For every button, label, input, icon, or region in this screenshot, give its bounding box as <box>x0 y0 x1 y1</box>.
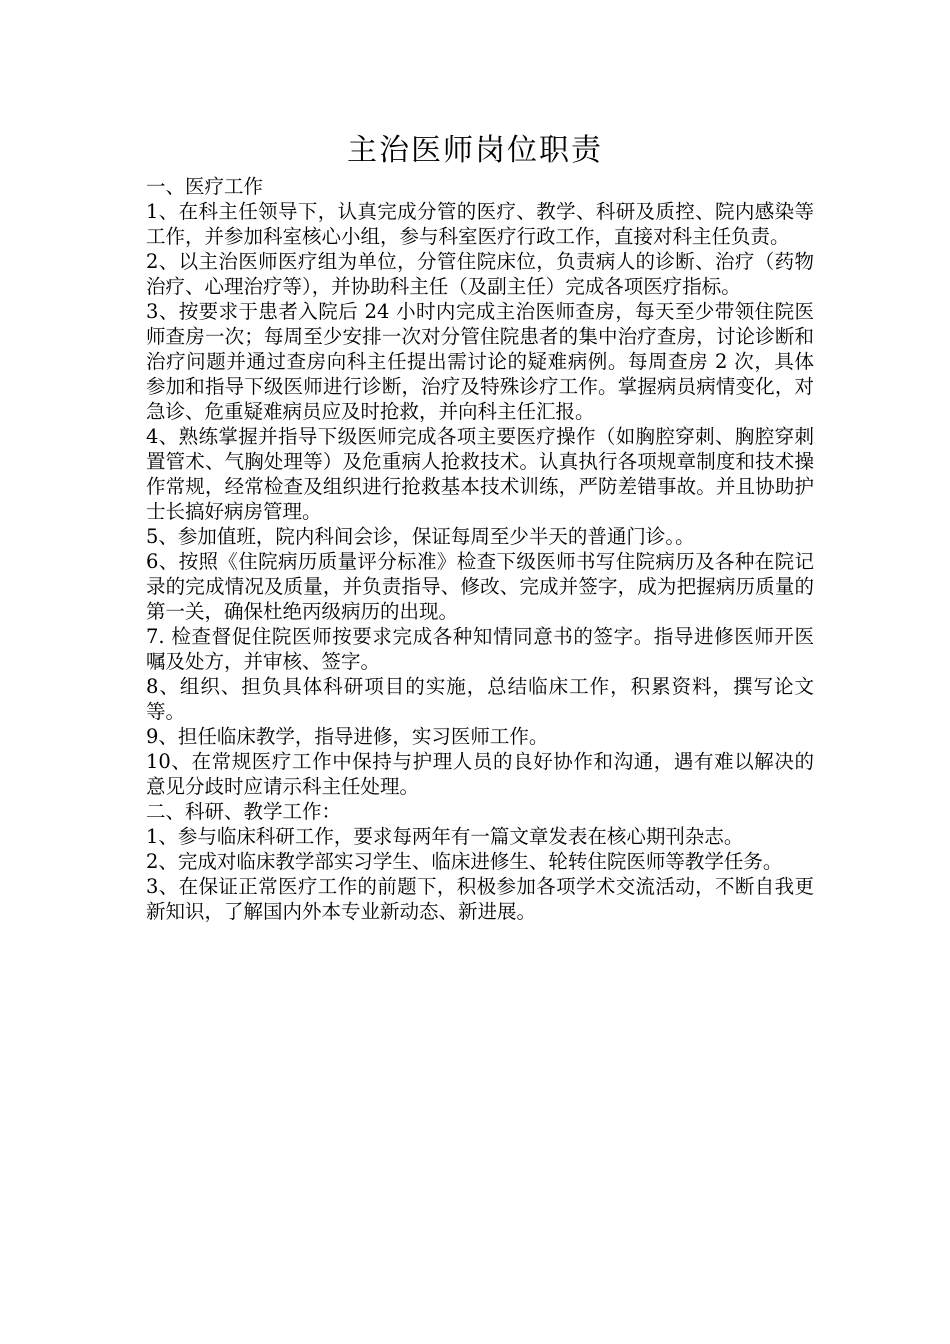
paragraph-item-1: 1、在科主任领导下，认真完成分管的医疗、教学、科研及质控、院内感染等工作，并参加科室核心小组，参与科室医疗行政工作，直接对科主任负责。 <box>146 200 814 248</box>
paragraph-item-4: 4、熟练掌握并指导下级医师完成各项主要医疗操作（如胸腔穿刺、胸腔穿刺置管术、气胸处理等）及危重病人抢救技术。认真执行各项规章制度和技术操作常规，经常检查及组织进行抢救基本技术训练，严防差错事故。并且协助护士长搞好病房管理。 <box>146 425 814 523</box>
paragraph-item-3: 3、按要求于患者入院后 24 小时内完成主治医师查房，每天至少带领住院医师查房一次；每周至少安排一次对分管住院患者的集中治疗查房，讨论诊断和治疗问题并通过查房向科主任提出需讨论的疑难病例。每周查房 2 次，具体参加和指导下级医师进行诊断，治疗及特殊诊疗工作。掌握病员病情变化，对急诊、危重疑难病员应及时抢救，并向科主任汇报。 <box>146 300 814 423</box>
paragraph-item-6: 6、按照《住院病历质量评分标准》检查下级医师书写住院病历及各种在院记录的完成情况及质量，并负责指导、修改、完成并签字，成为把握病历质量的第一关，确保杜绝丙级病历的出现。 <box>146 550 814 623</box>
paragraph-item-9: 9、担任临床教学，指导进修，实习医师工作。 <box>146 725 549 748</box>
paragraph-research-1: 1、参与临床科研工作，要求每两年有一篇文章发表在核心期刊杂志。 <box>146 825 744 848</box>
paragraph-research-3: 3、在保证正常医疗工作的前题下，积极参加各项学术交流活动，不断自我更新知识，了解国内外本专业新动态、新进展。 <box>146 875 814 923</box>
paragraph-item-2: 2、以主治医师医疗组为单位，分管住院床位，负责病人的诊断、治疗（药物治疗、心理治疗等），并协助科主任（及副主任）完成各项医疗指标。 <box>146 250 814 298</box>
paragraph-item-7: 7. 检查督促住院医师按要求完成各种知情同意书的签字。指导进修医师开医嘱及处方，并审核、签字。 <box>146 625 814 673</box>
document-body <box>146 174 814 924</box>
document-title: 主治医师岗位职责 <box>347 133 603 168</box>
paragraph-research-2: 2、完成对临床教学部实习学生、临床进修生、轮转住院医师等教学任务。 <box>146 850 783 873</box>
paragraph-item-5: 5、参加值班，院内科间会诊，保证每周至少半天的普通门诊。。 <box>146 525 695 548</box>
section-heading-research-teaching: 二、科研、教学工作： <box>146 800 342 823</box>
paragraph-item-10: 10、在常规医疗工作中保持与护理人员的良好协作和沟通，遇有难以解决的意见分歧时应请示科主任处理。 <box>146 750 814 798</box>
paragraph-item-8: 8、组织、担负具体科研项目的实施，总结临床工作，积累资料，撰写论文等。 <box>146 675 814 723</box>
section-heading-medical-work: 一、医疗工作 <box>146 175 264 198</box>
